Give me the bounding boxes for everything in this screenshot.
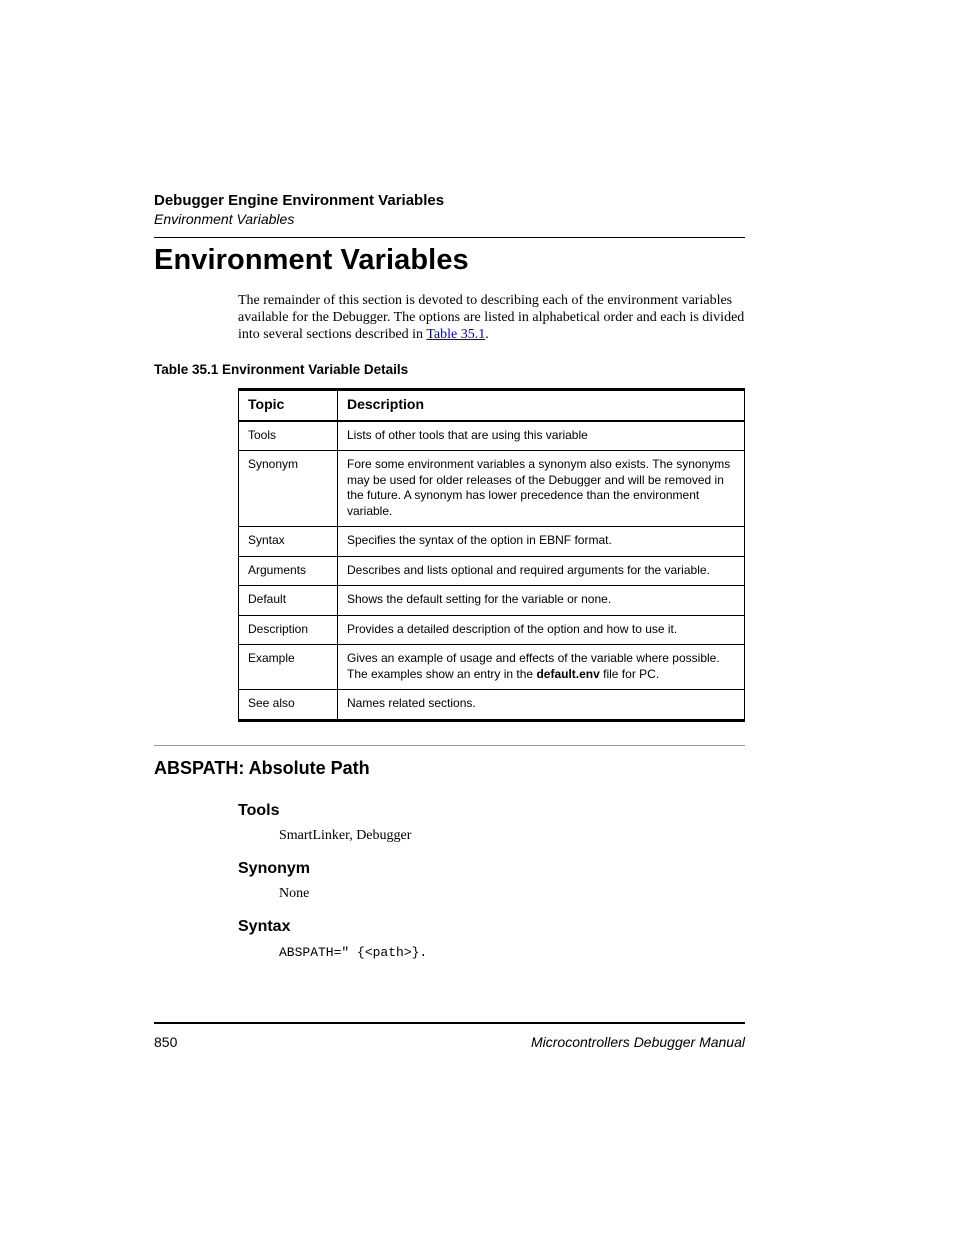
tools-value: SmartLinker, Debugger — [279, 828, 412, 843]
table-row — [239, 586, 745, 616]
topic-cell: Syntax — [239, 527, 338, 557]
header-divider — [154, 237, 745, 238]
table-row — [239, 690, 745, 721]
table-row — [239, 527, 745, 557]
topic-cell: Synonym — [239, 451, 338, 527]
document-page — [154, 0, 745, 1235]
table-caption: Table 35.1 Environment Variable Details — [154, 362, 409, 377]
description-text: Gives an example of usage and effects of the variable where possible. The examples show an entry in the — [347, 651, 720, 681]
description-cell: Fore some environment variables a synonym also exists. The synonyms may be used for older releases of the Debugger and will be removed in the future. A synonym has lower precedence than the environment variable. — [338, 451, 745, 527]
description-cell: Shows the default setting for the variable or none. — [338, 586, 745, 616]
description-cell: Lists of other tools that are using this variable — [338, 421, 745, 451]
intro-paragraph — [238, 292, 745, 343]
topic-cell: Arguments — [239, 556, 338, 586]
table-header-row — [239, 390, 745, 421]
intro-text-end: . — [485, 327, 489, 342]
table-row — [239, 451, 745, 527]
table-row — [239, 556, 745, 586]
environment-variable-details-table — [238, 388, 745, 722]
topic-cell: Example — [239, 645, 338, 690]
footer-divider — [154, 1022, 745, 1024]
topic-cell: Description — [239, 615, 338, 645]
manual-title: Microcontrollers Debugger Manual — [531, 1034, 745, 1050]
description-cell — [338, 645, 745, 690]
column-header-description: Description — [338, 390, 745, 421]
column-header-topic: Topic — [239, 390, 338, 421]
description-cell: Specifies the syntax of the option in EBNF format. — [338, 527, 745, 557]
running-header-title: Debugger Engine Environment Variables — [154, 192, 445, 209]
synonym-heading: Synonym — [238, 860, 311, 877]
syntax-value: ABSPATH=" {<path>}. — [279, 945, 428, 960]
table-row — [239, 615, 745, 645]
topic-cell: See also — [239, 690, 338, 721]
page-number: 850 — [154, 1034, 178, 1050]
description-cell: Names related sections. — [338, 690, 745, 721]
abspath-title: ABSPATH: Absolute Path — [154, 758, 370, 778]
table-row — [239, 421, 745, 451]
section-divider — [154, 745, 745, 746]
table-reference-link[interactable]: Table 35.1 — [426, 327, 486, 342]
tools-heading: Tools — [238, 802, 280, 819]
description-text-end: file for PC. — [599, 666, 660, 681]
topic-cell: Default — [239, 586, 338, 616]
section-title: Environment Variables — [154, 244, 469, 276]
description-cell: Provides a detailed description of the option and how to use it. — [338, 615, 745, 645]
synonym-value: None — [279, 886, 310, 901]
filename-text: default.env — [536, 666, 600, 681]
intro-text: The remainder of this section is devoted to describing each of the environment variables available for the Debugger. The options are listed in alphabetical order and each is divided into several sections described in — [238, 293, 745, 342]
description-cell: Describes and lists optional and required arguments for the variable. — [338, 556, 745, 586]
syntax-heading: Syntax — [238, 918, 291, 935]
table-row — [239, 645, 745, 690]
running-header-subtitle: Environment Variables — [154, 211, 295, 227]
topic-cell: Tools — [239, 421, 338, 451]
